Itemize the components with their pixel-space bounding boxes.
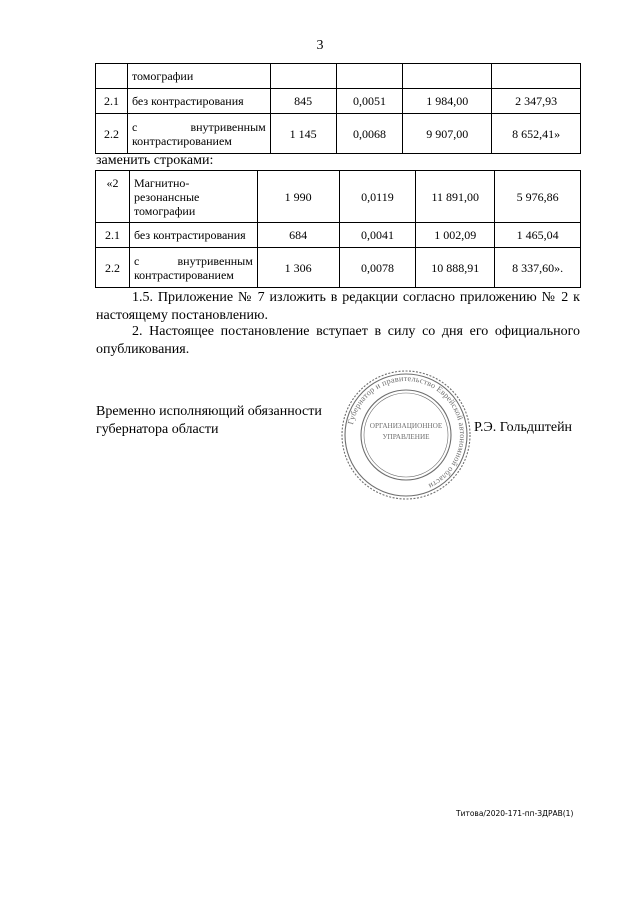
value-cell: 10 888,91 bbox=[416, 248, 495, 288]
table-row bbox=[96, 171, 581, 223]
value-cell: 1 002,09 bbox=[416, 223, 495, 248]
value-cell bbox=[270, 64, 336, 89]
paragraph-text: 1.5. Приложение № 7 изложить в редакции согласно приложению № 2 к настоящему постановлению. bbox=[96, 290, 580, 323]
signatory-name: Р.Э. Гольдштейн bbox=[474, 420, 573, 435]
value-cell bbox=[492, 64, 581, 89]
row-number: 2.2 bbox=[96, 114, 128, 154]
service-name-line: контрастированием bbox=[131, 133, 232, 148]
service-name bbox=[129, 171, 257, 223]
row-number: «2 bbox=[96, 171, 130, 223]
paragraph-text: 2. Настоящее постановление вступает в силу со дня его официального опубликования. bbox=[96, 324, 580, 357]
seal-ring-text: Губернатор и правительство Еврейской автономной области bbox=[346, 373, 468, 491]
service-name-line: резонансные bbox=[133, 189, 200, 204]
value-cell: 9 907,00 bbox=[403, 114, 492, 154]
table-row bbox=[96, 223, 581, 248]
row-number: 2.1 bbox=[96, 223, 130, 248]
value-cell: 1 984,00 bbox=[403, 89, 492, 114]
value-cell: 845 bbox=[270, 89, 336, 114]
value-cell: 5 976,86 bbox=[495, 171, 581, 223]
service-name-word: внутривенным bbox=[177, 253, 253, 268]
value-cell: 1 465,04 bbox=[495, 223, 581, 248]
service-name-line bbox=[134, 254, 253, 268]
value-cell: 684 bbox=[257, 223, 339, 248]
service-name bbox=[129, 248, 257, 288]
service-name-line bbox=[132, 120, 266, 134]
official-seal bbox=[339, 368, 473, 502]
replace-with-label: заменить строками: bbox=[96, 153, 214, 168]
document-code: Титова/2020-171-пп-ЗДРАВ(1) bbox=[456, 809, 574, 818]
value-cell: 0,0068 bbox=[336, 114, 403, 154]
seal-center-line-2: УПРАВЛЕНИЕ bbox=[382, 433, 430, 441]
value-cell: 8 337,60». bbox=[495, 248, 581, 288]
value-cell: 0,0041 bbox=[339, 223, 416, 248]
service-name: без контрастирования bbox=[129, 223, 257, 248]
value-cell: 8 652,41» bbox=[492, 114, 581, 154]
service-name: томографии bbox=[127, 64, 270, 89]
paragraph-1-5 bbox=[96, 289, 580, 325]
value-cell: 1 990 bbox=[257, 171, 339, 223]
value-cell: 2 347,93 bbox=[492, 89, 581, 114]
table-row bbox=[96, 64, 581, 89]
service-name: без контрастирования bbox=[127, 89, 270, 114]
value-cell: 0,0119 bbox=[339, 171, 416, 223]
signatory-title bbox=[96, 403, 322, 439]
row-number: 2.1 bbox=[96, 89, 128, 114]
signatory-title-line: Временно исполняющий обязанности bbox=[96, 404, 322, 419]
value-cell bbox=[403, 64, 492, 89]
value-cell: 0,0051 bbox=[336, 89, 403, 114]
new-rates-table bbox=[95, 170, 581, 288]
value-cell: 11 891,00 bbox=[416, 171, 495, 223]
old-rates-table bbox=[95, 63, 581, 154]
seal-center-line-1: ОРГАНИЗАЦИОННОЕ bbox=[369, 422, 443, 430]
table-row bbox=[96, 89, 581, 114]
page-number: 3 bbox=[316, 38, 324, 53]
value-cell: 0,0078 bbox=[339, 248, 416, 288]
value-cell: 1 306 bbox=[257, 248, 339, 288]
table-row bbox=[96, 248, 581, 288]
service-name-word: внутривенным bbox=[190, 119, 266, 134]
table-row bbox=[96, 114, 581, 154]
service-name-word: с bbox=[131, 119, 138, 134]
service-name-line: контрастированием bbox=[133, 267, 234, 282]
row-number bbox=[96, 64, 128, 89]
row-number: 2.2 bbox=[96, 248, 130, 288]
service-name bbox=[127, 114, 270, 154]
service-name-line: томографии bbox=[133, 203, 196, 218]
service-name-line: Магнитно- bbox=[133, 175, 190, 190]
value-cell bbox=[336, 64, 403, 89]
value-cell: 1 145 bbox=[270, 114, 336, 154]
signatory-title-line: губернатора области bbox=[96, 422, 219, 437]
paragraph-2 bbox=[96, 323, 580, 359]
service-name-word: с bbox=[133, 253, 140, 268]
